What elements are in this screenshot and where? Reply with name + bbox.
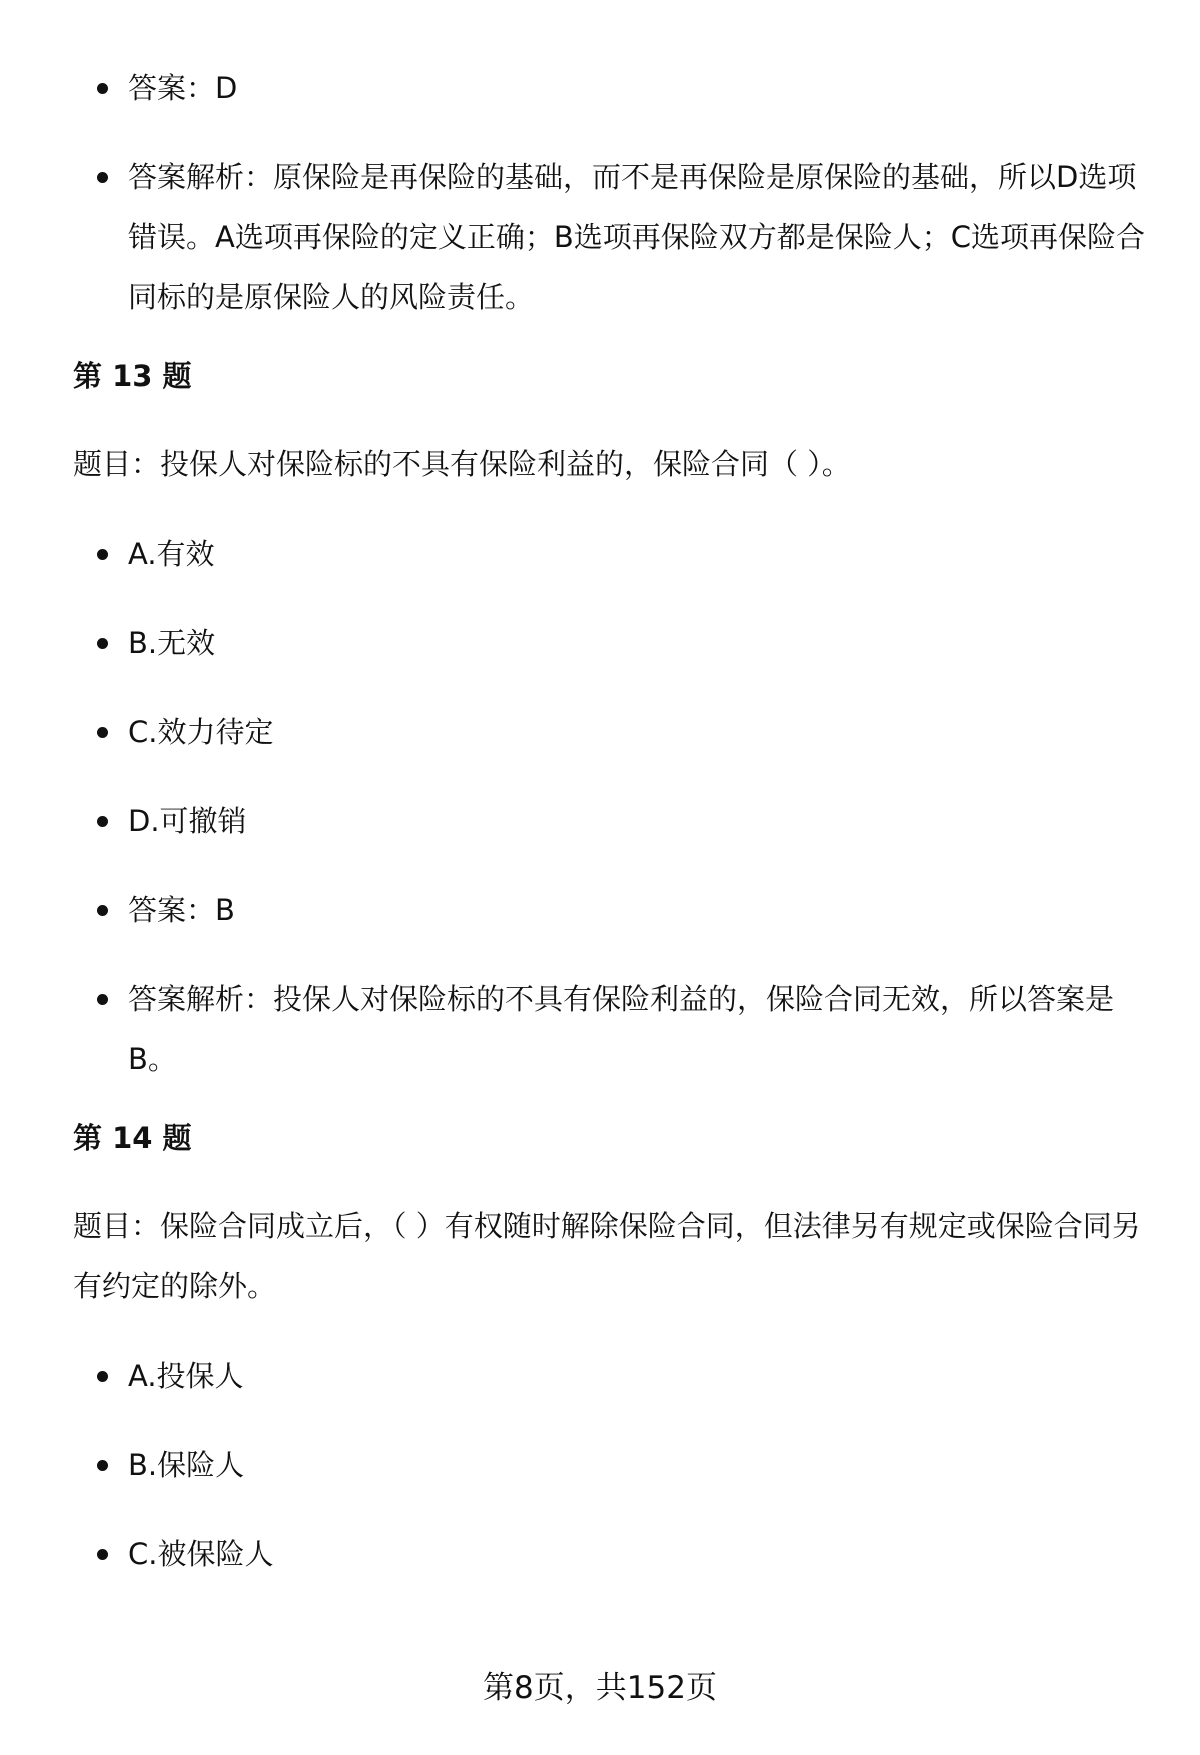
q14-stem: 题目：保险合同成立后，（ ）有权随时解除保险合同，但法律另有规定或保险合同另有约定的除外。 — [73, 1209, 1141, 1303]
q13-option-a: A.有效 — [73, 524, 1153, 584]
page-content — [73, 58, 1153, 1613]
q13-option-c: C.效力待定 — [73, 702, 1153, 762]
q14-heading: 第 14 题 — [73, 1121, 192, 1155]
q13-answer: 答案：B — [73, 880, 1153, 940]
q13-options-list — [73, 524, 1153, 1089]
q13-option-b: B.无效 — [73, 613, 1153, 673]
q14-option-a: A.投保人 — [73, 1346, 1153, 1406]
q13-explanation: 答案解析：投保人对保险标的不具有保险利益的，保险合同无效，所以答案是B。 — [73, 969, 1153, 1089]
q14-options-list — [73, 1346, 1153, 1584]
q12-answer-list — [73, 58, 1153, 327]
q14-option-c: C.被保险人 — [73, 1524, 1153, 1584]
q13-option-d: D.可撤销 — [73, 791, 1153, 851]
q13-heading: 第 13 题 — [73, 359, 192, 393]
q14-option-b: B.保险人 — [73, 1435, 1153, 1495]
q13-stem: 题目：投保人对保险标的不具有保险利益的，保险合同（ ）。 — [73, 447, 851, 481]
q12-answer: 答案：D — [73, 58, 1153, 118]
page-number-footer: 第8页，共152页 — [483, 1670, 717, 1706]
q12-explanation: 答案解析：原保险是再保险的基础，而不是再保险是原保险的基础，所以D选项错误。A选项再保险的定义正确；B选项再保险双方都是保险人；C选项再保险合同标的是原保险人的风险责任。 — [73, 147, 1153, 327]
